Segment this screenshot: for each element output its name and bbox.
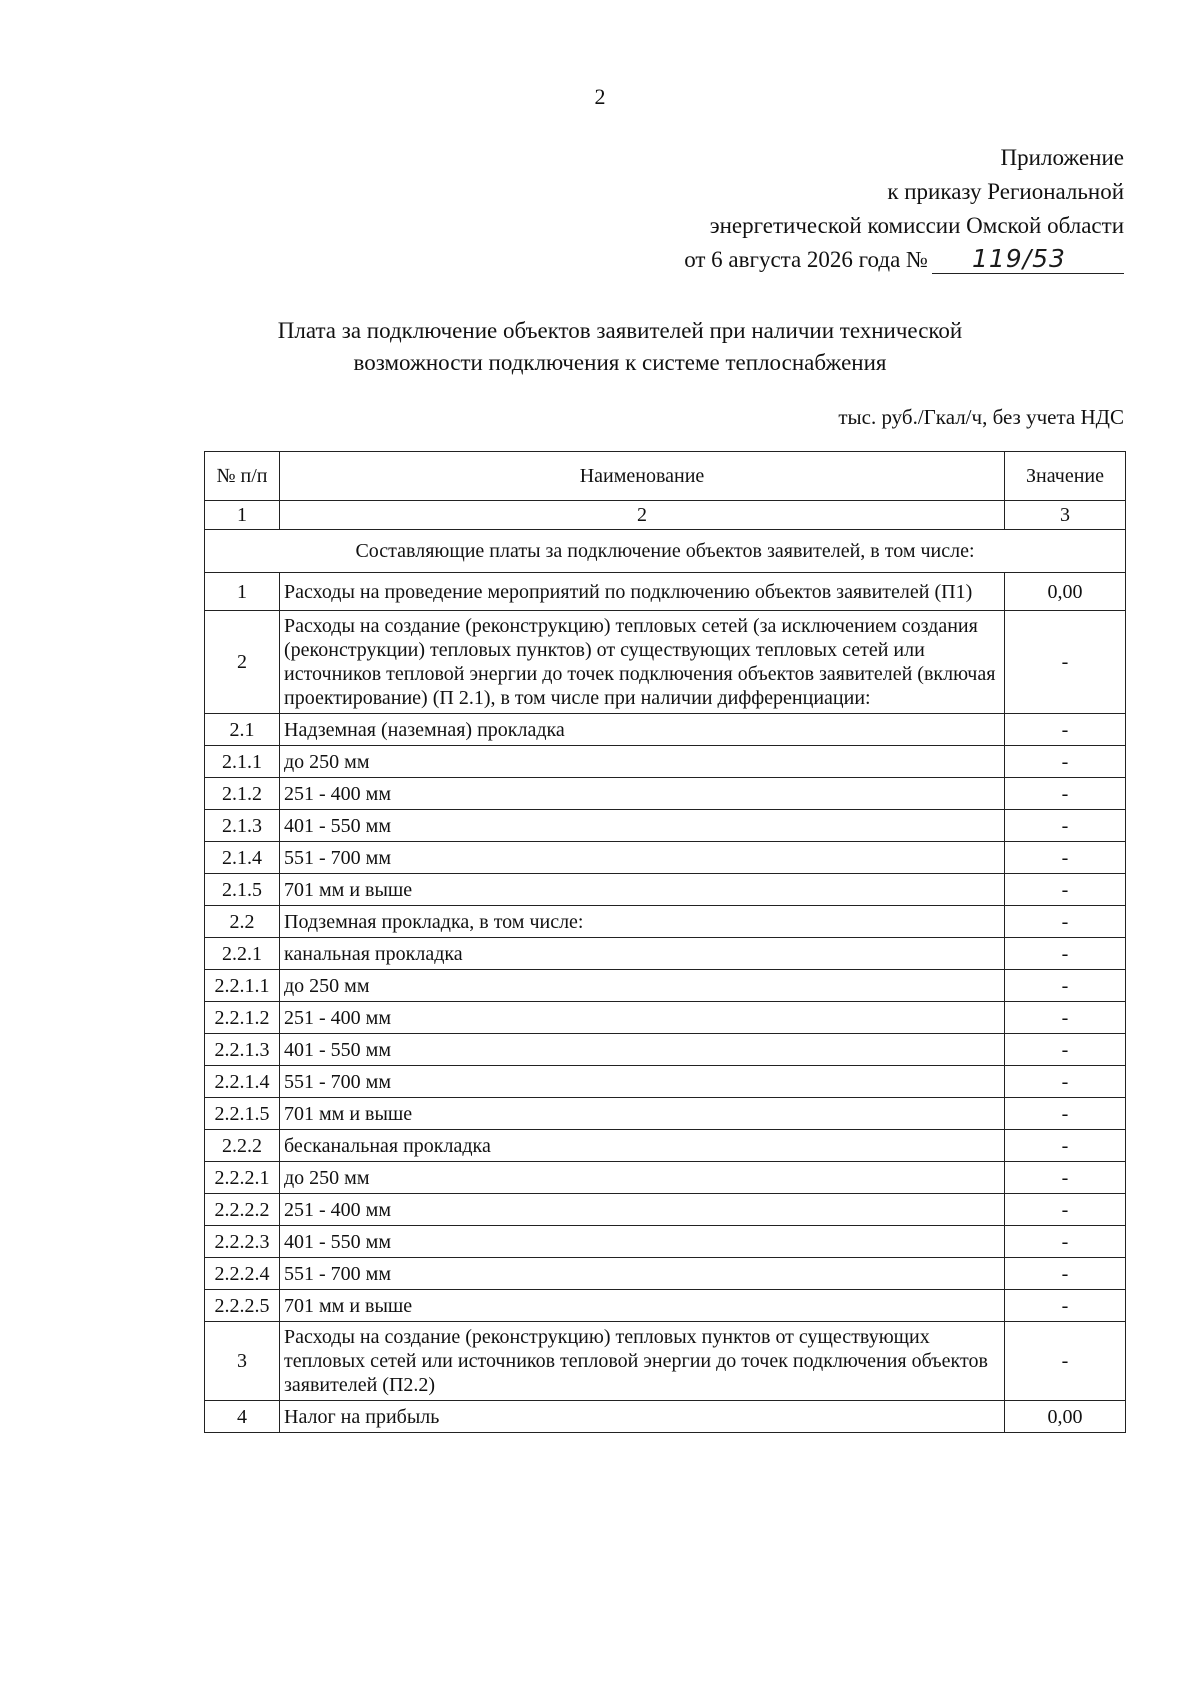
table-row xyxy=(205,938,1126,970)
table-row xyxy=(205,1034,1126,1066)
header-value: Значение xyxy=(1005,452,1126,501)
row-number: 3 xyxy=(205,1322,280,1401)
row-name: 401 - 550 мм xyxy=(280,1226,1005,1258)
row-value: - xyxy=(1005,611,1126,714)
row-value: - xyxy=(1005,746,1126,778)
row-name: Налог на прибыль xyxy=(280,1401,1005,1433)
units-note: тыс. руб./Гкал/ч, без учета НДС xyxy=(838,405,1124,429)
order-line xyxy=(684,243,1124,277)
title-line: возможности подключения к системе теплоснабжения xyxy=(353,350,887,375)
table-row xyxy=(205,1130,1126,1162)
row-name: Подземная прокладка, в том числе: xyxy=(280,906,1005,938)
row-name: Расходы на создание (реконструкцию) тепловых сетей (за исключением создания (реконструкции) тепловых пунктов) от существующих тепловых сетей или источников тепловой энергии до точек подключения объектов заявителей (включая проектирование) (П 2.1), в том числе при наличии дифференциации: xyxy=(280,611,1005,714)
row-name: бесканальная прокладка xyxy=(280,1130,1005,1162)
row-number: 2.2.1.1 xyxy=(205,970,280,1002)
row-number: 2.2.2 xyxy=(205,1130,280,1162)
page-number: 2 xyxy=(594,84,606,109)
row-name: до 250 мм xyxy=(280,746,1005,778)
row-value: - xyxy=(1005,1066,1126,1098)
row-number: 2.1.3 xyxy=(205,810,280,842)
row-value: - xyxy=(1005,1290,1126,1322)
appendix-block xyxy=(684,141,1124,277)
table-row xyxy=(205,906,1126,938)
row-value: - xyxy=(1005,906,1126,938)
index-cell: 1 xyxy=(205,501,280,530)
table-row xyxy=(205,810,1126,842)
row-value: - xyxy=(1005,1322,1126,1401)
row-number: 2.2.1 xyxy=(205,938,280,970)
row-name: 551 - 700 мм xyxy=(280,1258,1005,1290)
row-number: 2 xyxy=(205,611,280,714)
appendix-line: энергетической комиссии Омской области xyxy=(709,213,1124,238)
row-number: 2.2.2.5 xyxy=(205,1290,280,1322)
row-number: 2.2.1.3 xyxy=(205,1034,280,1066)
row-value: - xyxy=(1005,1194,1126,1226)
row-number: 1 xyxy=(205,573,280,611)
table-row xyxy=(205,1226,1126,1258)
row-value: - xyxy=(1005,1098,1126,1130)
order-date: от 6 августа 2026 года № xyxy=(684,247,928,272)
row-number: 2.1 xyxy=(205,714,280,746)
table-row xyxy=(205,714,1126,746)
row-name: 551 - 700 мм xyxy=(280,1066,1005,1098)
table-header-row xyxy=(205,452,1126,501)
row-value: - xyxy=(1005,1130,1126,1162)
row-name: 701 мм и выше xyxy=(280,1098,1005,1130)
row-value: 0,00 xyxy=(1005,573,1126,611)
document-title xyxy=(190,315,1050,379)
table-row xyxy=(205,1401,1126,1433)
row-value: - xyxy=(1005,1226,1126,1258)
table-row xyxy=(205,1258,1126,1290)
row-number: 2.1.4 xyxy=(205,842,280,874)
table-row xyxy=(205,1194,1126,1226)
row-number: 2.2.2.2 xyxy=(205,1194,280,1226)
row-number: 2.2.1.2 xyxy=(205,1002,280,1034)
row-number: 2.1.5 xyxy=(205,874,280,906)
row-value: - xyxy=(1005,938,1126,970)
column-index-row xyxy=(205,501,1126,530)
row-value: - xyxy=(1005,1258,1126,1290)
table-row xyxy=(205,573,1126,611)
row-name: 551 - 700 мм xyxy=(280,842,1005,874)
row-name: 701 мм и выше xyxy=(280,874,1005,906)
row-name: Расходы на создание (реконструкцию) тепловых пунктов от существующих тепловых сетей или источников тепловой энергии до точек подключения объектов заявителей (П2.2) xyxy=(280,1322,1005,1401)
handwritten-order-number: 119/53 xyxy=(932,245,1124,274)
row-name: 251 - 400 мм xyxy=(280,1194,1005,1226)
row-number: 2.2 xyxy=(205,906,280,938)
row-number: 2.2.2.3 xyxy=(205,1226,280,1258)
table-row xyxy=(205,1066,1126,1098)
table-row xyxy=(205,970,1126,1002)
row-name: до 250 мм xyxy=(280,1162,1005,1194)
row-number: 2.2.1.4 xyxy=(205,1066,280,1098)
row-value: - xyxy=(1005,714,1126,746)
row-value: - xyxy=(1005,810,1126,842)
row-name: 251 - 400 мм xyxy=(280,1002,1005,1034)
table-row xyxy=(205,842,1126,874)
row-value: - xyxy=(1005,1034,1126,1066)
table-row xyxy=(205,778,1126,810)
table-row xyxy=(205,1098,1126,1130)
appendix-line: Приложение xyxy=(1000,145,1124,170)
row-number: 4 xyxy=(205,1401,280,1433)
row-value: - xyxy=(1005,778,1126,810)
table-row xyxy=(205,1322,1126,1401)
row-value: 0,00 xyxy=(1005,1401,1126,1433)
row-value: - xyxy=(1005,874,1126,906)
row-value: - xyxy=(1005,1162,1126,1194)
row-name: Надземная (наземная) прокладка xyxy=(280,714,1005,746)
appendix-line: к приказу Региональной xyxy=(887,179,1124,204)
row-name: 401 - 550 мм xyxy=(280,810,1005,842)
header-name: Наименование xyxy=(280,452,1005,501)
row-value: - xyxy=(1005,970,1126,1002)
row-number: 2.1.1 xyxy=(205,746,280,778)
row-name: Расходы на проведение мероприятий по подключению объектов заявителей (П1) xyxy=(280,573,1005,611)
index-cell: 3 xyxy=(1005,501,1126,530)
row-number: 2.2.1.5 xyxy=(205,1098,280,1130)
table-row xyxy=(205,611,1126,714)
row-name: 401 - 550 мм xyxy=(280,1034,1005,1066)
table-row xyxy=(205,1002,1126,1034)
row-name: 701 мм и выше xyxy=(280,1290,1005,1322)
section-row xyxy=(205,530,1126,573)
table-row xyxy=(205,1290,1126,1322)
table-row xyxy=(205,874,1126,906)
tariff-table xyxy=(204,451,1126,1433)
row-number: 2.2.2.1 xyxy=(205,1162,280,1194)
index-cell: 2 xyxy=(280,501,1005,530)
row-number: 2.2.2.4 xyxy=(205,1258,280,1290)
row-number: 2.1.2 xyxy=(205,778,280,810)
table-row xyxy=(205,746,1126,778)
row-value: - xyxy=(1005,842,1126,874)
row-value: - xyxy=(1005,1002,1126,1034)
title-line: Плата за подключение объектов заявителей при наличии технической xyxy=(277,318,963,343)
header-number: № п/п xyxy=(205,452,280,501)
row-name: 251 - 400 мм xyxy=(280,778,1005,810)
section-label: Составляющие платы за подключение объектов заявителей, в том числе: xyxy=(205,530,1126,573)
row-name: до 250 мм xyxy=(280,970,1005,1002)
row-name: канальная прокладка xyxy=(280,938,1005,970)
table-row xyxy=(205,1162,1126,1194)
